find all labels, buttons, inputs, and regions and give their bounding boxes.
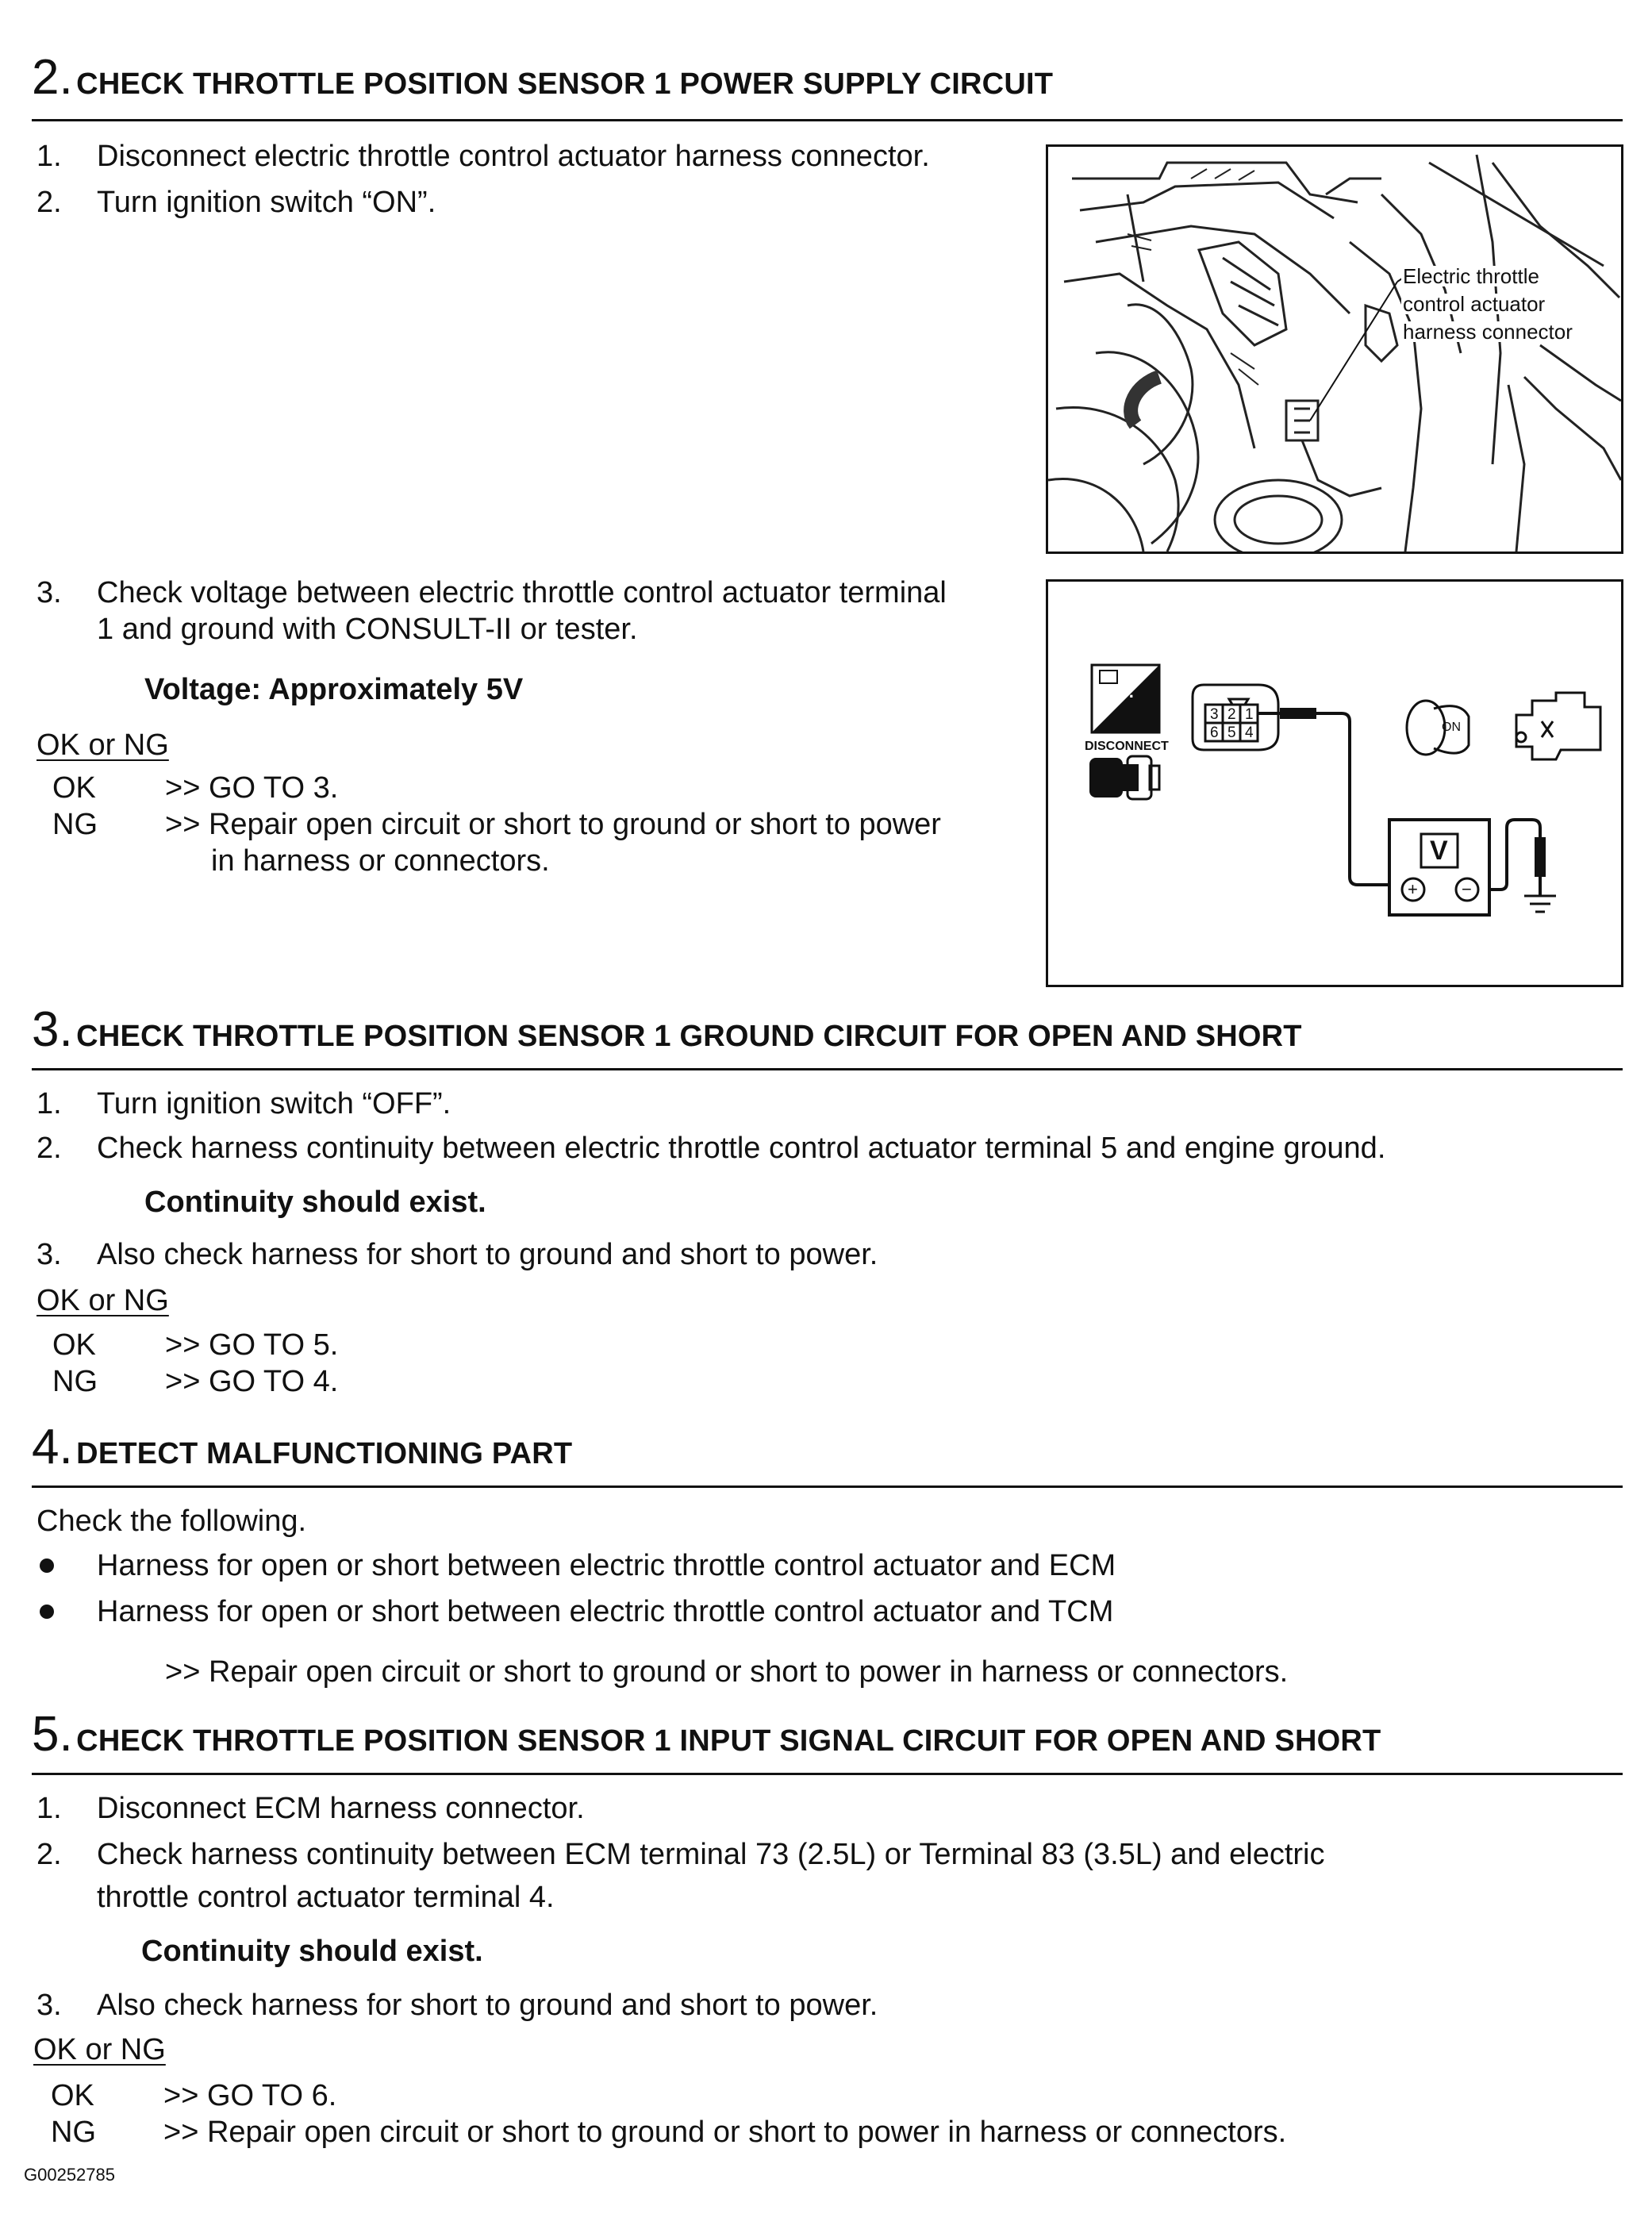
minus-terminal-label: − xyxy=(1462,879,1472,899)
ok-ng-label: OK or NG xyxy=(36,1284,169,1317)
section-divider xyxy=(32,1773,1623,1775)
section-3-heading xyxy=(32,1001,1302,1058)
ok-action: >> GO TO 6. xyxy=(163,2079,337,2112)
spec-text: Voltage: Approximately 5V xyxy=(144,673,524,706)
pin-label: 4 xyxy=(1245,724,1254,741)
section-number: 4. xyxy=(32,1420,73,1474)
bullet-icon xyxy=(40,1558,54,1573)
step-text: Turn ignition switch “OFF”. xyxy=(97,1087,451,1120)
engine-bay-figure xyxy=(1046,144,1623,554)
intro-text: Check the following. xyxy=(36,1505,307,1538)
section-5-heading xyxy=(32,1706,1381,1762)
ok-ng-label: OK or NG xyxy=(36,728,169,762)
check-item: Harness for open or short between electric throttle control actuator and TCM xyxy=(97,1595,1114,1628)
step-text: Also check harness for short to ground and short to power. xyxy=(97,1989,878,2022)
callout-label: Electric throttle xyxy=(1403,264,1539,288)
section-number: 3. xyxy=(32,1002,73,1057)
section-2-heading xyxy=(32,49,1053,106)
step-number: 2. xyxy=(36,1132,62,1165)
bullet-icon xyxy=(40,1605,54,1619)
step-text: Disconnect electric throttle control actuator harness connector. xyxy=(97,140,930,173)
ng-label: NG xyxy=(52,1365,98,1398)
ok-label: OK xyxy=(52,1328,96,1362)
section-title: DETECT MALFUNCTIONING PART xyxy=(76,1437,573,1470)
step-text: Check voltage between electric throttle control actuator terminal xyxy=(97,576,947,609)
ok-label: OK xyxy=(51,2079,94,2112)
repair-action: >> Repair open circuit or short to ground or short to power in harness or connectors. xyxy=(165,1655,1289,1689)
ng-action: >> Repair open circuit or short to ground or short to power in harness or connectors. xyxy=(163,2116,1287,2149)
section-divider xyxy=(32,1485,1623,1488)
section-divider xyxy=(32,119,1623,121)
section-title: CHECK THROTTLE POSITION SENSOR 1 POWER SUPPLY CIRCUIT xyxy=(76,67,1054,101)
voltmeter xyxy=(1389,820,1489,915)
section-4-heading xyxy=(32,1419,572,1475)
step-number: 1. xyxy=(36,1792,62,1825)
step-number: 3. xyxy=(36,1989,62,2022)
section-number: 2. xyxy=(32,50,73,105)
ng-action: >> GO TO 4. xyxy=(165,1365,339,1398)
step-text: Also check harness for short to ground and short to power. xyxy=(97,1238,878,1271)
ts-label: T.S. xyxy=(1104,682,1134,701)
step-text: 1 and ground with CONSULT-II or tester. xyxy=(97,613,638,646)
document-code: G00252785 xyxy=(24,2165,115,2185)
ng-action: >> Repair open circuit or short to ground or short to power xyxy=(165,808,941,841)
pin-label: 3 xyxy=(1210,706,1219,723)
section-title: CHECK THROTTLE POSITION SENSOR 1 INPUT SIGNAL CIRCUIT FOR OPEN AND SHORT xyxy=(76,1724,1381,1758)
ng-label: NG xyxy=(52,808,98,841)
section-title: CHECK THROTTLE POSITION SENSOR 1 GROUND CIRCUIT FOR OPEN AND SHORT xyxy=(76,1020,1302,1053)
step-text: Check harness continuity between ECM terminal 73 (2.5L) or Terminal 83 (3.5L) and electric xyxy=(97,1838,1325,1871)
step-text: throttle control actuator terminal 4. xyxy=(97,1881,555,1914)
engine-icon xyxy=(1516,693,1600,759)
section-number: 5. xyxy=(32,1707,73,1762)
callout-leader-line xyxy=(1310,282,1397,421)
voltage-check-diagram xyxy=(1046,579,1623,987)
step-number: 3. xyxy=(36,576,62,609)
pin-label: 1 xyxy=(1245,706,1254,723)
ok-action: >> GO TO 3. xyxy=(165,771,339,805)
step-text: Check harness continuity between electric throttle control actuator terminal 5 and engine ground. xyxy=(97,1132,1386,1165)
voltmeter-label: V xyxy=(1430,836,1448,866)
ok-label: OK xyxy=(52,771,96,805)
pin-label: 5 xyxy=(1227,724,1236,741)
callout-label: control actuator xyxy=(1403,292,1546,316)
pin-label: 2 xyxy=(1227,706,1236,723)
step-number: 3. xyxy=(36,1238,62,1271)
step-text: Turn ignition switch “ON”. xyxy=(97,186,436,219)
spec-text: Continuity should exist. xyxy=(141,1935,483,1968)
on-label: ON xyxy=(1442,721,1461,734)
ok-action: >> GO TO 5. xyxy=(165,1328,339,1362)
step-number: 1. xyxy=(36,1087,62,1120)
pin-label: 6 xyxy=(1210,724,1219,741)
spec-text: Continuity should exist. xyxy=(144,1186,486,1219)
plus-terminal-label: + xyxy=(1408,879,1418,899)
ng-label: NG xyxy=(51,2116,96,2149)
engine-illustration xyxy=(1048,147,1621,552)
step-text: Disconnect ECM harness connector. xyxy=(97,1792,585,1825)
step-number: 1. xyxy=(36,140,62,173)
callout-label: harness connector xyxy=(1403,320,1573,344)
disconnect-plug-icon xyxy=(1089,756,1159,799)
disconnect-label: DISCONNECT xyxy=(1085,740,1169,753)
ok-ng-label: OK or NG xyxy=(33,2033,166,2066)
step-number: 2. xyxy=(36,186,62,219)
section-divider xyxy=(32,1068,1623,1070)
ng-action: in harness or connectors. xyxy=(211,844,550,878)
step-number: 2. xyxy=(36,1838,62,1871)
check-item: Harness for open or short between electric throttle control actuator and ECM xyxy=(97,1549,1116,1582)
diagram-drawing xyxy=(1048,582,1621,985)
